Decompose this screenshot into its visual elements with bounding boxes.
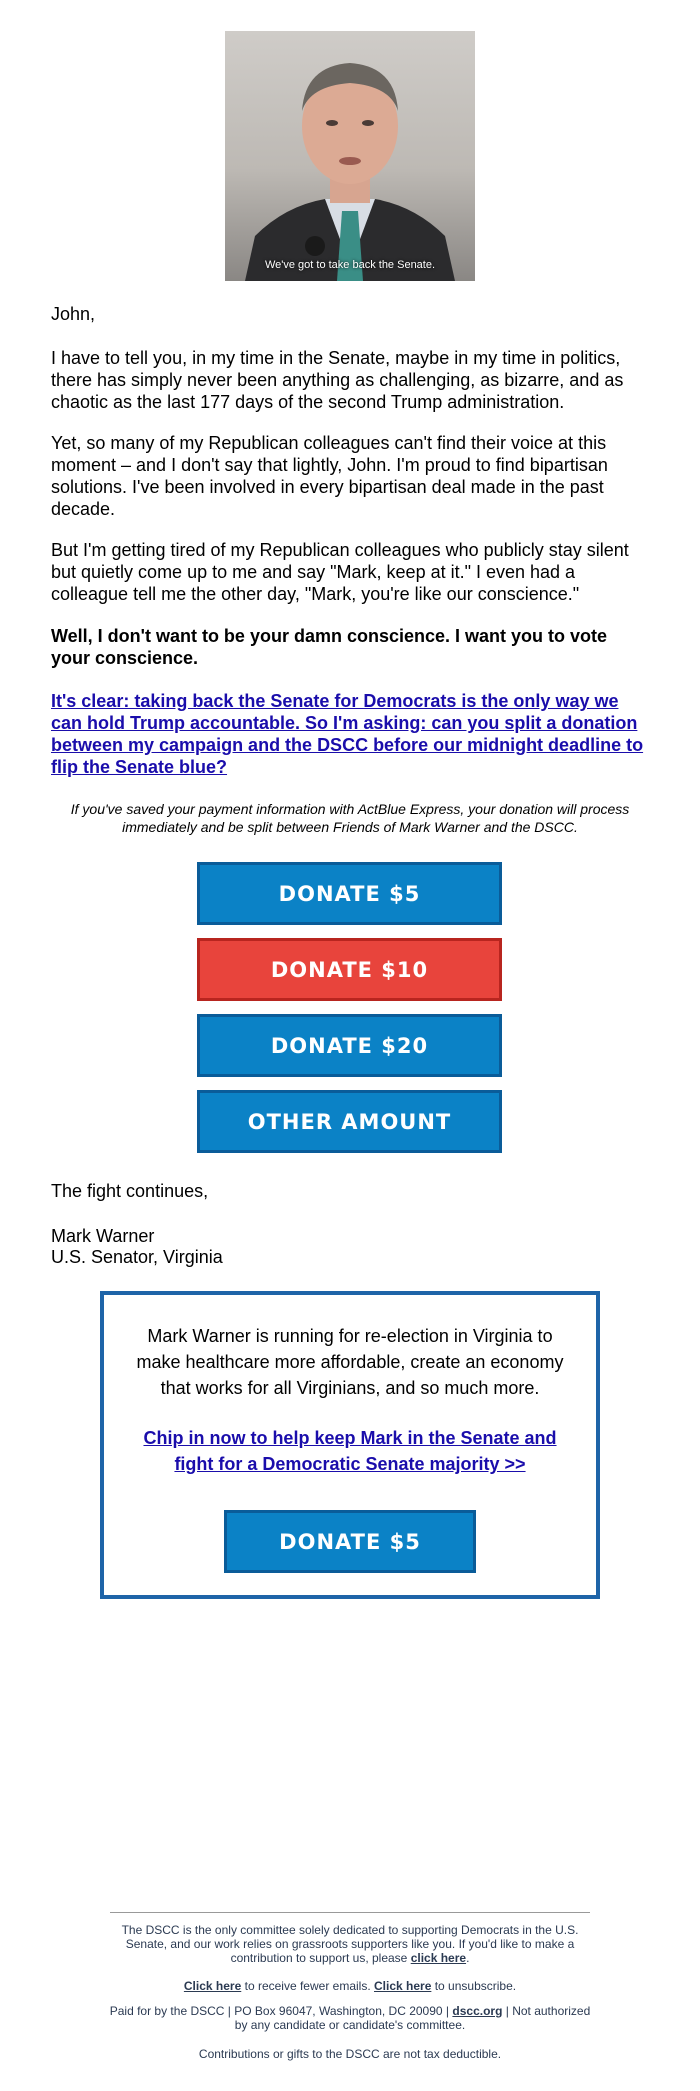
video-thumbnail[interactable] [225,31,475,281]
video-caption: We've got to take back the Senate. [264,259,436,271]
donate-20-button[interactable]: DONATE $20 [197,1014,502,1077]
footer-tax-note: Contributions or gifts to the DSCC are not tax deductible. [198,2047,502,2061]
paragraph-4-bold: Well, I don't want to be your damn conscience. I want you to vote your conscience. [51,626,608,668]
donate-10-button[interactable]: DONATE $10 [197,938,502,1001]
signer-title: U.S. Senator, Virginia [51,1247,223,1267]
paragraph-2: Yet, so many of my Republican colleagues can't find their voice at this moment – and I don't say that lightly, John. I'm proud to find bipartisan solutions. I've been involved in every bipartisan deal made in the past decade. [51,433,608,519]
paragraph-3: But I'm getting tired of my Republican colleagues who publicly stay silent but quietly come up to me and say "Mark, keep at it." I even had a colleague tell me the other day, "Mark, you're like our conscience." [51,540,629,604]
promo-text: Mark Warner is running for re-election in Virginia to make healthcare more affordable, create an economy that works for all Virginians, and so much more. [136,1326,564,1398]
footer-paid-for [105,2004,595,2032]
footer-about: The DSCC is the only committee solely dedicated to supporting Democrats in the U.S. Senate, and our work relies on grassroots supporters like you. If you'd like to make a contribution to support us, please click here. [121,1923,579,1965]
signer-name: Mark Warner [51,1226,155,1246]
unsubscribe-text: to unsubscribe. [434,1979,517,1993]
actblue-note: If you've saved your payment information with ActBlue Express, your donation will process immediately and be split between Friends of Mark Warner and the DSCC. [70,801,630,835]
paragraph-1: I have to tell you, in my time in the Senate, maybe in my time in politics, there has simply never been anything as challenging, as bizarre, and as chaotic as the last 177 days of the second Trump administration. [51,348,624,412]
footer-about-text: The DSCC is the only committee solely dedicated to supporting Democrats in the U.S. Senate, and our work relies on grassroots supporters like you. If you'd like to make a contribution to support us, please [121,1923,579,1965]
unsubscribe-link[interactable]: Click here [374,1979,432,1993]
greeting: John, [51,304,96,324]
not-authorized-text: | Not authorized by any candidate or candidate's committee. [234,2004,591,2032]
fewer-emails-link[interactable]: Click here [183,1979,242,1993]
fewer-emails-text: to receive fewer emails. [244,1979,371,1993]
chip-in-link[interactable]: Chip in now to help keep Mark in the Senate and fight for a Democratic Senate majority >> [143,1428,557,1474]
closing: The fight continues, [51,1181,209,1201]
senator-video-thumbnail-icon [225,31,475,281]
dscc-site-link[interactable]: dscc.org [452,2004,503,2018]
promo-box [100,1291,600,1599]
other-amount-button[interactable]: OTHER AMOUNT [197,1090,502,1153]
paid-for-text: Paid for by the DSCC | PO Box 96047, Washington, DC 20090 | [109,2004,450,2018]
footer-fewer-emails [105,1979,595,1993]
footer-divider [110,1912,590,1913]
promo-donate-5-button[interactable]: DONATE $5 [224,1510,476,1573]
split-donation-link[interactable]: It's clear: taking back the Senate for Democrats is the only way we can hold Trump accountable. So I'm asking: can you split a donation between my campaign and the DSCC before our midnight deadline to flip the Senate blue? [51,691,644,777]
footer-contribute-link[interactable]: click here [410,1951,467,1965]
donate-5-button[interactable]: DONATE $5 [197,862,502,925]
